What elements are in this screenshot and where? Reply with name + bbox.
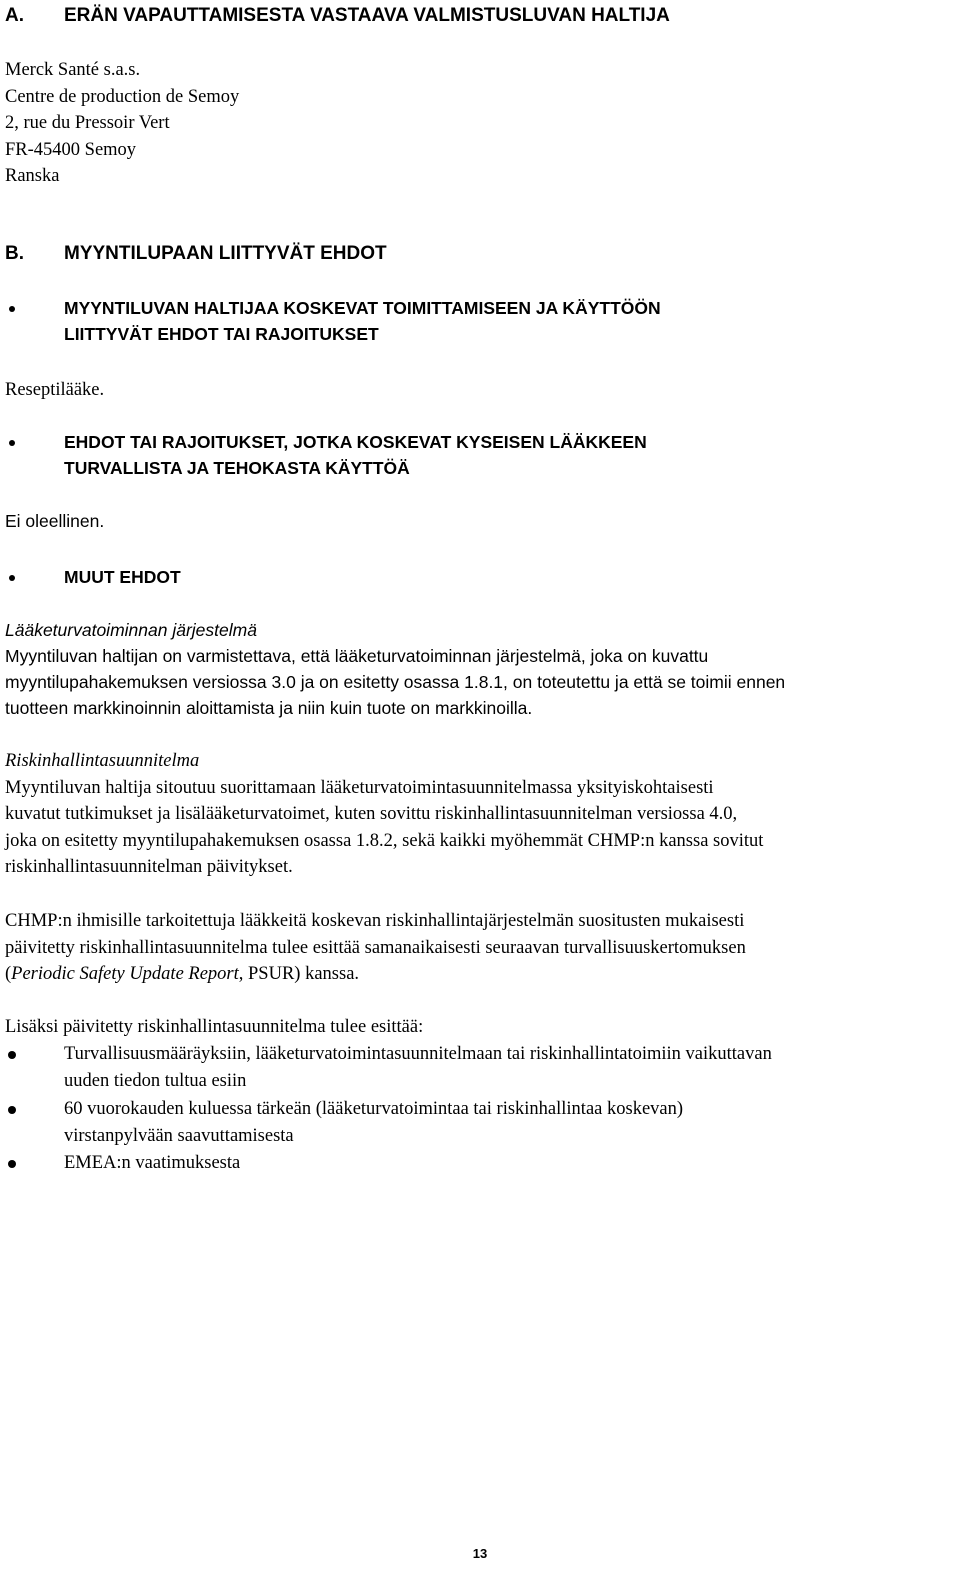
additional-item-line: uuden tiedon tultua esiin (64, 1070, 247, 1091)
page-number: 13 (472, 1546, 488, 1561)
additional-intro (5, 1014, 950, 1041)
section-b-heading (5, 241, 950, 268)
address-line: Centre de production de Semoy (5, 86, 240, 107)
additional-item-line: EMEA:n vaatimuksesta (64, 1153, 241, 1173)
not-applicable-text: Ei oleellinen. (5, 511, 105, 531)
bullet-3-heading: MUUT EHDOT (64, 567, 181, 587)
pharmacovigilance-line: tuotteen markkinoinnin aloittamista ja niin kuin tuote on markkinoilla. (5, 698, 533, 718)
pharmacovigilance-block (5, 617, 950, 721)
bullet-2-text (5, 508, 950, 534)
bullet-1-text (5, 377, 950, 404)
additional-item-line: Turvallisuusmääräyksiin, lääketurvatoimintasuunnitelmaan tai riskinhallintatoimiin vaikuttavan (64, 1044, 772, 1064)
bullet-dot-icon (8, 1106, 16, 1114)
pharmacovigilance-line: myyntilupahakemuksen versiossa 3.0 ja on esitetty osassa 1.8.1, on toteutettu ja että se toimii ennen (5, 672, 786, 692)
risk-management-line: joka on esitetty myyntilupahakemuksen osassa 1.8.2, sekä kaikki myöhemmät CHMP:n kanssa sovitut (5, 830, 764, 851)
bullet-dot-icon (9, 306, 15, 312)
address-line: 2, rue du Pressoir Vert (5, 113, 170, 133)
section-b-label: B. (5, 243, 24, 264)
risk-management-line: Myyntiluvan haltija sitoutuu suorittamaan lääketurvatoimintasuunnitelmassa yksityiskohtaisesti (5, 777, 714, 798)
bullet-2-heading-line: TURVALLISTA JA TEHOKASTA KÄYTTÖÄ (64, 458, 410, 478)
pharmacovigilance-line: Myyntiluvan haltijan on varmistettava, että lääketurvatoiminnan järjestelmä, joka on kuvattu (5, 646, 709, 666)
bullet-1-heading-line: MYYNTILUVAN HALTIJAA KOSKEVAT TOIMITTAMISEEN JA KÄYTTÖÖN (64, 298, 661, 318)
pharmacovigilance-title: Lääketurvatoiminnan järjestelmä (5, 620, 257, 640)
additional-intro-text: Lisäksi päivitetty riskinhallintasuunnitelma tulee esittää: (5, 1017, 424, 1037)
open-paren: ( (5, 964, 12, 984)
manufacturer-address (5, 57, 950, 190)
psur-term: Periodic Safety Update Report (11, 964, 239, 984)
section-a-heading (5, 3, 950, 30)
address-line: Ranska (5, 166, 60, 186)
bullet-dot-icon (9, 440, 15, 446)
chmp-line: CHMP:n ihmisille tarkoitettuja lääkkeitä koskevan riskinhallintajärjestelmän suositusten mukaisesti (5, 911, 745, 931)
chmp-block (5, 908, 950, 988)
bullet-1-heading-line: LIITTYVÄT EHDOT TAI RAJOITUKSET (64, 324, 379, 344)
risk-management-block (5, 748, 950, 881)
address-line: FR-45400 Semoy (5, 139, 137, 160)
additional-item-line: virstanpylvään saavuttamisesta (64, 1125, 294, 1146)
section-b-title: MYYNTILUPAAN LIITTYVÄT EHDOT (64, 243, 387, 264)
section-a-title: ERÄN VAPAUTTAMISESTA VASTAAVA VALMISTUSLUVAN HALTIJA (64, 5, 670, 26)
risk-management-line: kuvatut tutkimukset ja lisälääketurvatoimet, kuten sovittu riskinhallintasuunnitelman versiossa 4.0, (5, 804, 738, 824)
additional-item-line: 60 vuorokauden kuluessa tärkeän (lääketurvatoimintaa tai riskinhallintaa koskevan) (64, 1099, 684, 1119)
address-line: Merck Santé s.a.s. (5, 60, 141, 80)
chmp-line-last (5, 961, 950, 988)
bullet-dot-icon (8, 1051, 16, 1059)
chmp-line-rest: , PSUR) kanssa. (238, 964, 360, 984)
risk-management-line: riskinhallintasuunnitelman päivitykset. (5, 857, 293, 877)
chmp-line: päivitetty riskinhallintasuunnitelma tulee esittää samanaikaisesti seuraavan turvallisuuskertomuksen (5, 937, 746, 958)
bullet-dot-icon (9, 575, 15, 581)
risk-management-title: Riskinhallintasuunnitelma (5, 751, 200, 771)
section-a-label: A. (5, 5, 24, 26)
bullet-dot-icon (8, 1160, 16, 1168)
bullet-2-heading-line: EHDOT TAI RAJOITUKSET, JOTKA KOSKEVAT KYSEISEN LÄÄKKEEN (64, 432, 647, 452)
prescription-text: Reseptilääke. (5, 380, 105, 400)
